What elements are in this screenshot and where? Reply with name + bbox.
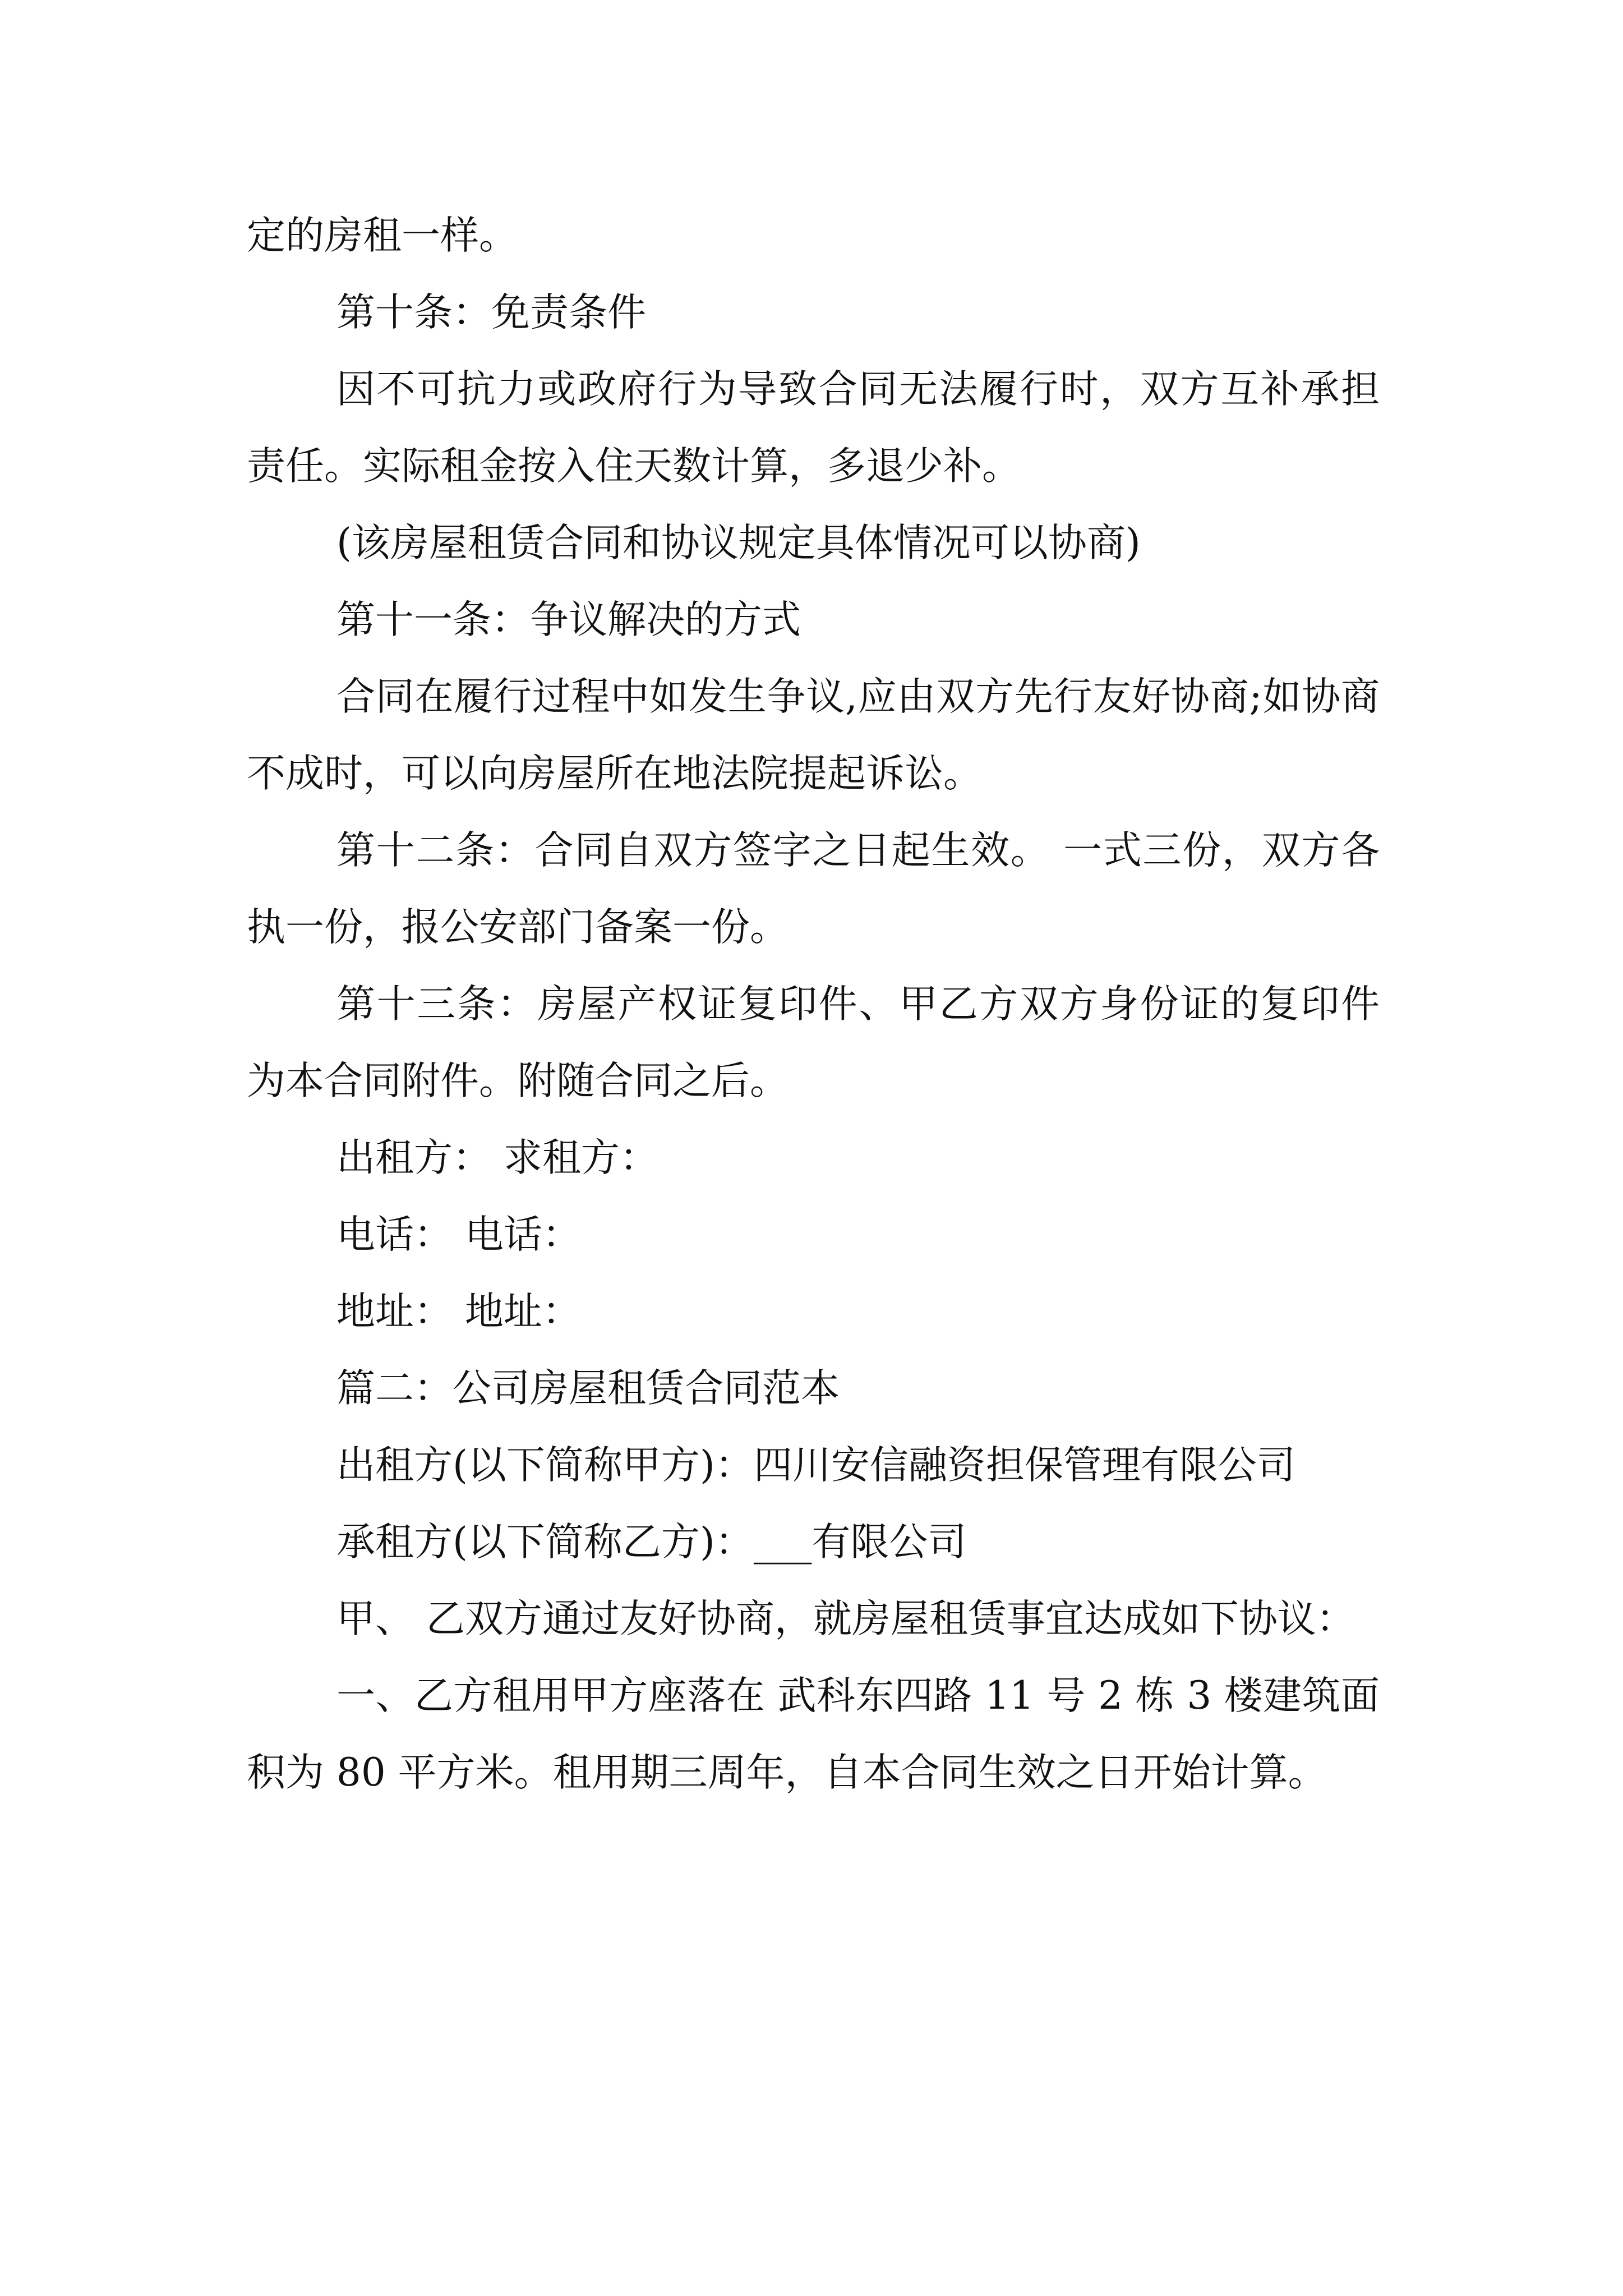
signature-address: 地址： 地址： [336,1289,581,1334]
signature-parties: 出租方： 求租方： [336,1135,658,1180]
section-title: 篇二：公司房屋租赁合同范本 [336,1366,840,1411]
document-body [247,197,1380,1811]
clause-10-heading: 第十条：免责条件 [336,290,646,335]
clause-13: 第十三条：房屋产权证复印件、甲乙方双方身份证的复印件为本合同附件。附随合同之后。 [247,982,1380,1103]
clause-10-body: 因不可抗力或政府行为导致合同无法履行时，双方互补承担责任。实际租金按入住天数计算，多退少补。 [247,367,1380,489]
paragraph-continuation: 定的房租一样。 [247,213,518,258]
clause-11-body: 合同在履行过程中如发生争议,应由双方先行友好协商;如协商不成时，可以向房屋所在地法院提起诉讼。 [247,674,1380,796]
clause-12: 第十二条：合同自双方签字之日起生效。 一式三份，双方各执一份，报公安部门备案一份。 [247,828,1380,950]
lessee-line: 承租方(以下简称乙方)：___有限公司 [336,1520,967,1565]
clause-11-heading: 第十一条：争议解决的方式 [336,597,801,642]
signature-phone: 电话： 电话： [336,1212,581,1257]
article-1: 一、乙方租用甲方座落在 武科东四路 11 号 2 栋 3 楼建筑面积为 80 平方米。租用期三周年，自本合同生效之日开始计算。 [247,1673,1380,1795]
agreement-intro: 甲、 乙双方通过友好协商，就房屋租赁事宜达成如下协议： [336,1596,1355,1641]
lessor-line: 出租方(以下简称甲方)：四川安信融资担保管理有限公司 [336,1443,1295,1488]
negotiation-note: (该房屋租赁合同和协议规定具体情况可以协商) [336,521,1141,565]
